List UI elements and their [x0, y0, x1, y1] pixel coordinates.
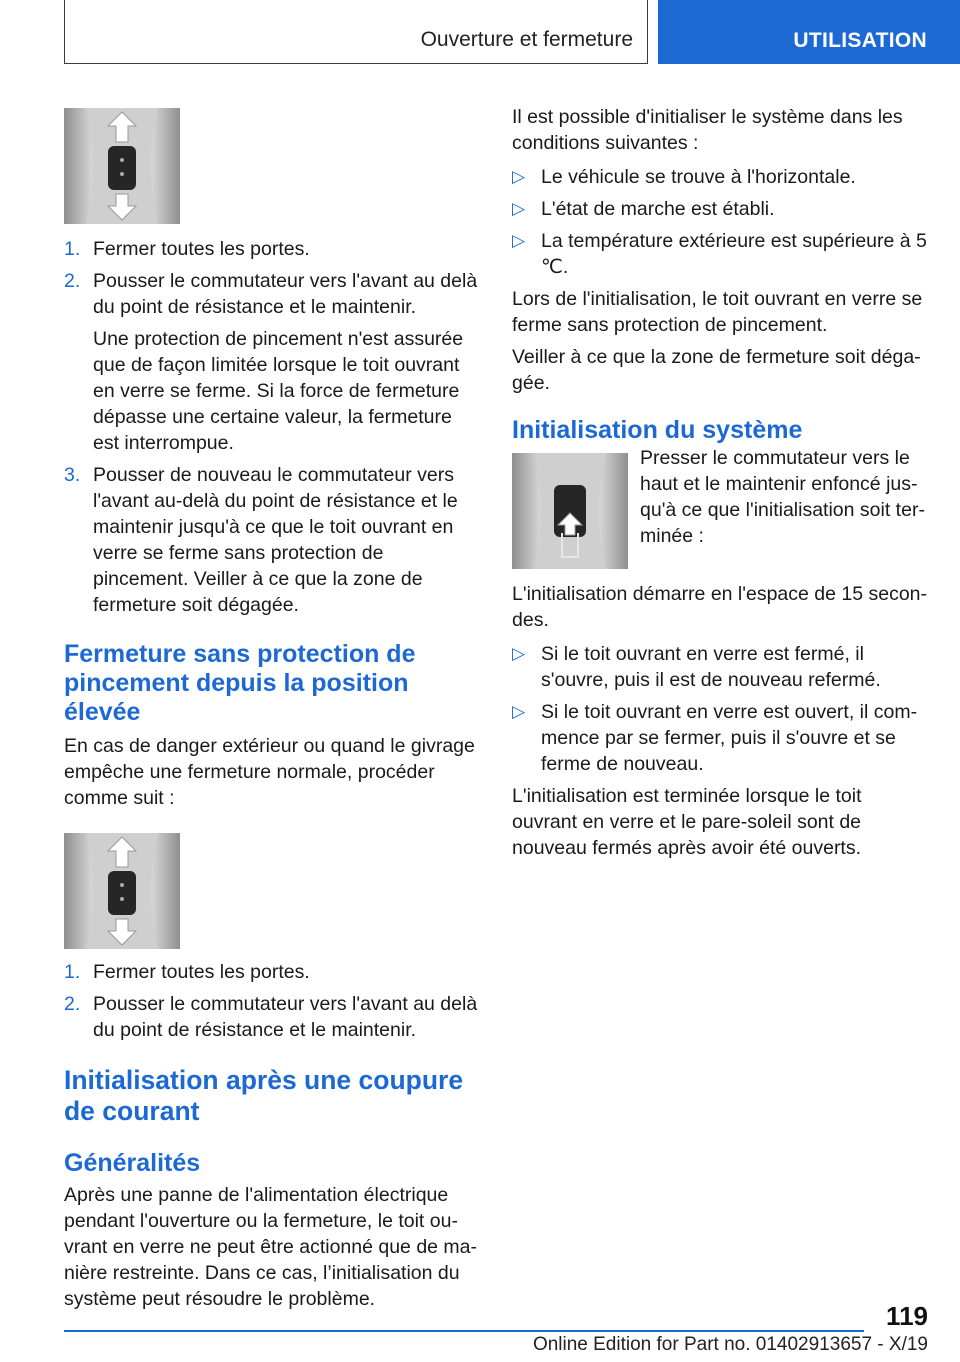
condition-item: ▷ L'état de marche est établi.	[512, 198, 775, 220]
heading-init-systeme: Initialisation du système	[512, 416, 803, 444]
triangle-bullet-icon: ▷	[512, 199, 526, 218]
footer-divider	[64, 1330, 864, 1332]
paragraph-lors: Lors de l'initialisation, le toit ouvrant en verre se ferme sans protection de pincement.	[512, 288, 923, 336]
step-b-1: 1. Fermer toutes les portes.	[64, 961, 310, 983]
triangle-bullet-icon: ▷	[512, 702, 526, 721]
paragraph-veiller: Veiller à ce que la zone de fermeture soit dégagée.	[512, 346, 921, 394]
page-number: 119	[886, 1301, 928, 1331]
paragraph-danger: En cas de danger extérieur ou quand le givrage empêche une fermeture normale, procéder comme suit :	[64, 735, 475, 809]
left-column	[64, 108, 480, 1312]
header-section-box	[64, 0, 648, 64]
header-section-title: Ouverture et fermeture	[420, 28, 633, 51]
paragraph-presser: Presser le commutateur vers le haut et le maintenir enfoncé jusqu'à ce que l'initialisation soit terminée :	[640, 447, 925, 547]
switch-illustration-3	[512, 453, 628, 569]
edition-label: Online Edition for Part no. 01402913657 - X/19	[532, 1334, 928, 1355]
header-tab	[658, 0, 960, 64]
init-block	[512, 447, 930, 569]
paragraph-terminee: L'initialisation est terminée lorsque le toit ouvrant en verre et le pare-soleil sont de nouveau fermés après avoir été ouverts.	[512, 785, 862, 859]
paragraph-possible: Il est possible d'initialiser le système dans les conditions suivantes :	[512, 106, 903, 154]
paragraph-demarre: L'initialisation démarre en l'espace de 15 secondes.	[512, 583, 928, 631]
bullet-item: ▷ Si le toit ouvrant en verre est fermé, il s'ouvre, puis il est de nouveau refermé.	[512, 643, 881, 691]
step-b-2: 2. Pousser le commutateur vers l'avant au delà du point de résistance et le maintenir.	[64, 993, 478, 1041]
heading-init-coupure: Initialisation après une coupure de courant	[64, 1065, 464, 1126]
step-1: 1. Fermer toutes les portes.	[64, 238, 310, 260]
step-2-note: Une protection de pincement n'est assurée que de façon limitée lorsque le toit ouvrant en verre se ferme. Si la force de fermeture dépasse une certaine valeur, la fermeture est interrompue.	[93, 328, 464, 454]
right-column	[512, 104, 930, 861]
condition-item: ▷ Le véhicule se trouve à l'horizontale.	[512, 166, 856, 188]
heading-fermeture: Fermeture sans protection de pincement depuis la position élevée	[64, 640, 416, 726]
header-tab-label: UTILISATION	[793, 29, 927, 52]
condition-item: ▷ La température extérieure est supérieure à 5 ℃.	[512, 230, 927, 278]
paragraph-generalites: Après une panne de l'alimentation électrique pendant l'ouverture ou la fermeture, le toit ouvrant en verre ne peut être actionné que de manière restreinte. Dans ce cas, l’initialisation du système peut résoudre le problème.	[64, 1184, 478, 1310]
switch-illustration-1	[64, 108, 180, 224]
step-2: 2. Pousser le commutateur vers l'avant au delà du point de résistance et le maintenir. Une protection de pincement n'est assurée que de façon limitée lorsque le toit ouvrant en verre se ferme. Si la force de fermeture dépasse une certaine valeur, la fermeture est interrompue.	[64, 268, 480, 456]
triangle-bullet-icon: ▷	[512, 167, 526, 186]
switch-illustration-2	[64, 833, 180, 949]
step-3: 3. Pousser de nouveau le commutateur vers l'avant au-delà du point de résistance et le maintenir jusqu'à ce que le toit ouvrant en verre se ferme sans protection de pincement. Veiller à ce que la zone de fermeture soit dégagée.	[64, 464, 458, 616]
bullet-item: ▷ Si le toit ouvrant en verre est ouvert, il commence par se fermer, puis il s'ouvre et se ferme de nouveau.	[512, 701, 918, 775]
triangle-bullet-icon: ▷	[512, 231, 526, 250]
heading-generalites: Généralités	[64, 1149, 201, 1177]
triangle-bullet-icon: ▷	[512, 644, 526, 663]
